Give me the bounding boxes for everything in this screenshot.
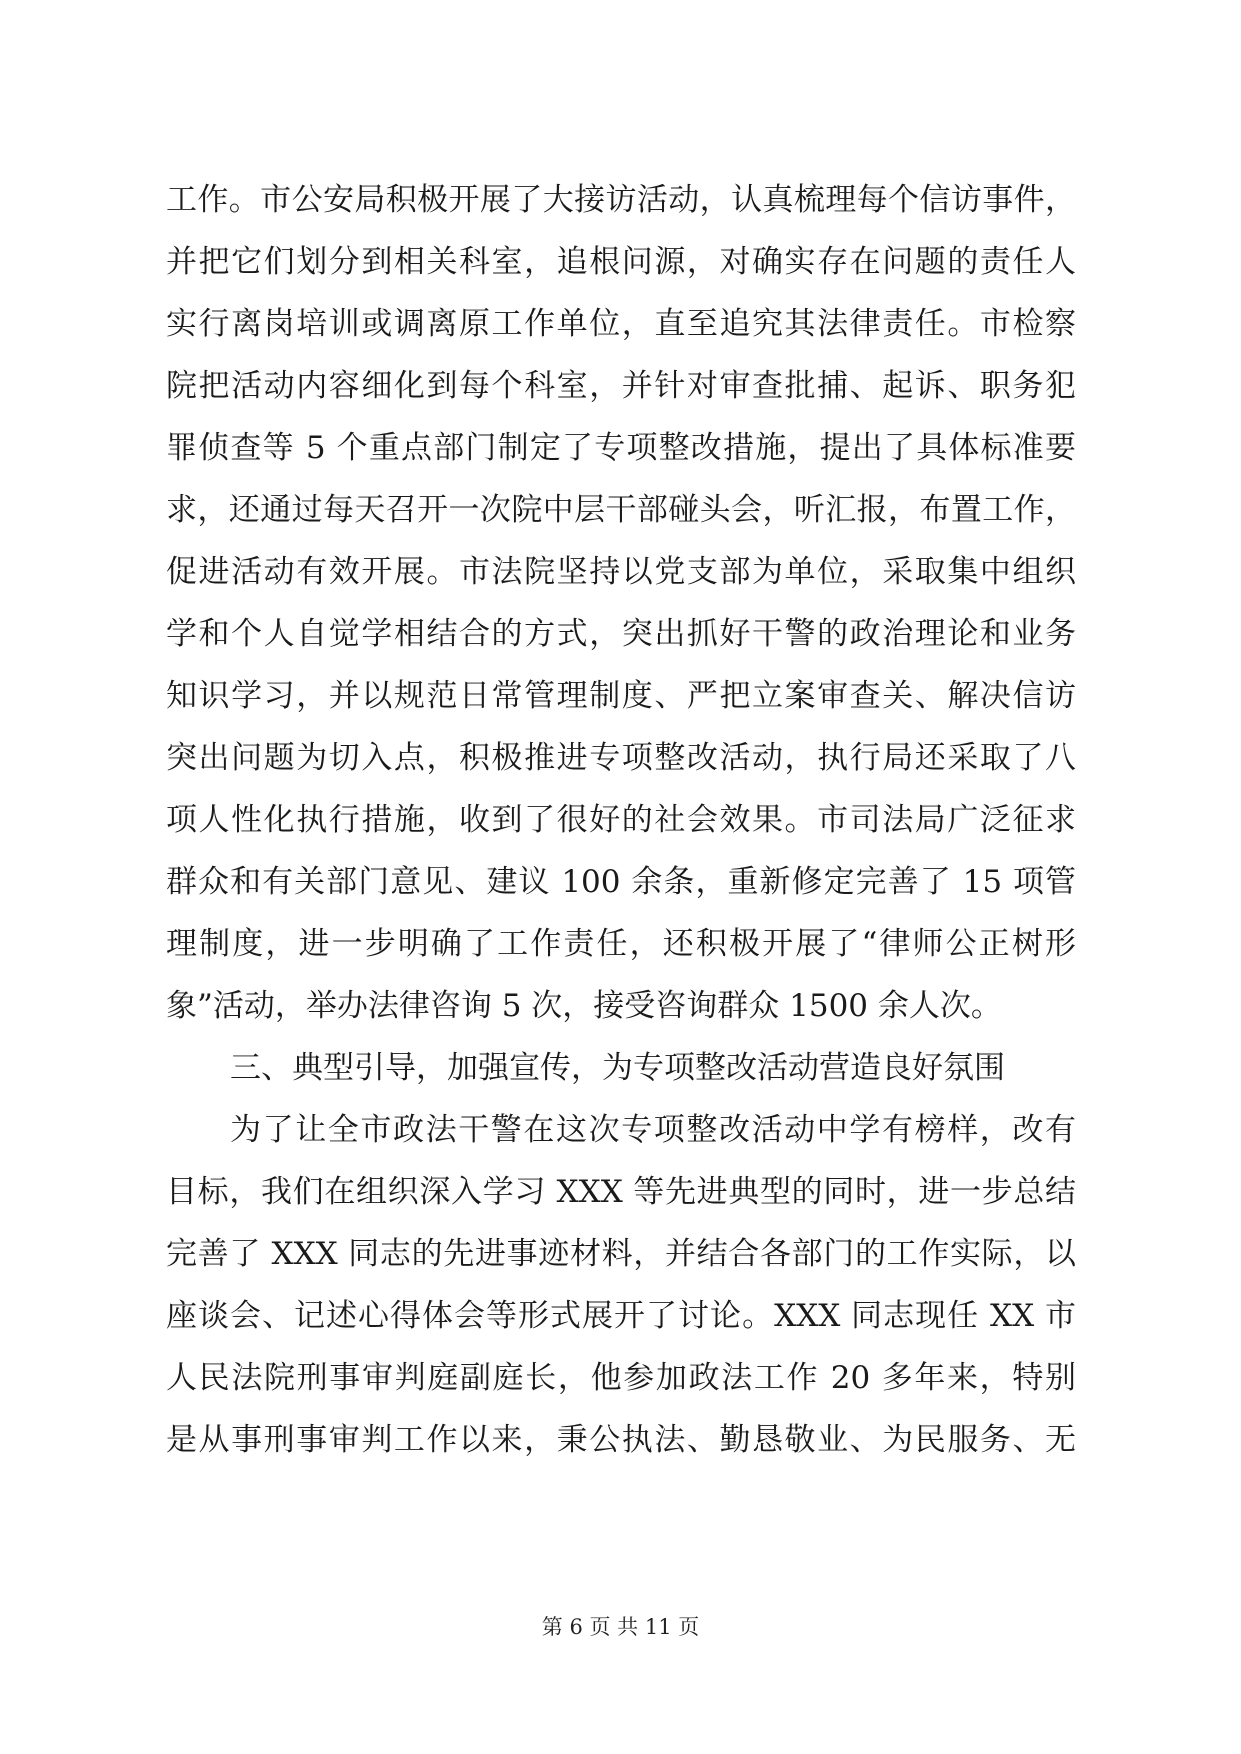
text-line: 求，还通过每天召开一次院中层干部碰头会，听汇报，布置工作， [166,492,1076,528]
text-line: 院把活动内容细化到每个科室，并针对审查批捕、起诉、职务犯 [166,368,1076,404]
text-line: 实行离岗培训或调离原工作单位，直至追究其法律责任。市检察 [166,306,1076,342]
text-line: 项人性化执行措施，收到了很好的社会效果。市司法局广泛征求 [166,802,1076,838]
section-heading: 三、典型引导，加强宣传，为专项整改活动营造良好氛围 [230,1050,1005,1086]
page-footer: 第 6 页 共 11 页 [541,1615,700,1639]
text-line: 学和个人自觉学相结合的方式，突出抓好干警的政治理论和业务 [166,616,1076,652]
text-line: 是从事刑事审判工作以来，秉公执法、勤恳敬业、为民服务、无 [166,1422,1076,1458]
text-line: 座谈会、记述心得体会等形式展开了讨论。XXX 同志现任 XX 市 [166,1298,1076,1334]
text-line: 罪侦查等 5 个重点部门制定了专项整改措施，提出了具体标准要 [166,430,1076,466]
text-line: 为了让全市政法干警在这次专项整改活动中学有榜样，改有 [230,1112,1076,1148]
text-line: 群众和有关部门意见、建议 100 余条，重新修定完善了 15 项管 [166,864,1076,900]
text-line: 理制度，进一步明确了工作责任，还积极开展了“律师公正树形 [166,926,1076,962]
text-line: 工作。市公安局积极开展了大接访活动，认真梳理每个信访事件， [166,182,1076,218]
text-line: 人民法院刑事审判庭副庭长，他参加政法工作 20 多年来，特别 [166,1360,1076,1396]
text-line: 促进活动有效开展。市法院坚持以党支部为单位，采取集中组织 [166,554,1076,590]
text-line: 知识学习，并以规范日常管理制度、严把立案审查关、解决信访 [166,678,1076,714]
text-line: 象”活动，举办法律咨询 5 次，接受咨询群众 1500 余人次。 [166,988,1002,1024]
text-line: 突出问题为切入点，积极推进专项整改活动，执行局还采取了八 [166,740,1076,776]
text-line: 完善了 XXX 同志的先进事迹材料，并结合各部门的工作实际，以 [166,1236,1076,1272]
text-line: 并把它们划分到相关科室，追根问源，对确实存在问题的责任人 [166,244,1076,280]
text-line: 目标，我们在组织深入学习 XXX 等先进典型的同时，进一步总结 [166,1174,1076,1210]
